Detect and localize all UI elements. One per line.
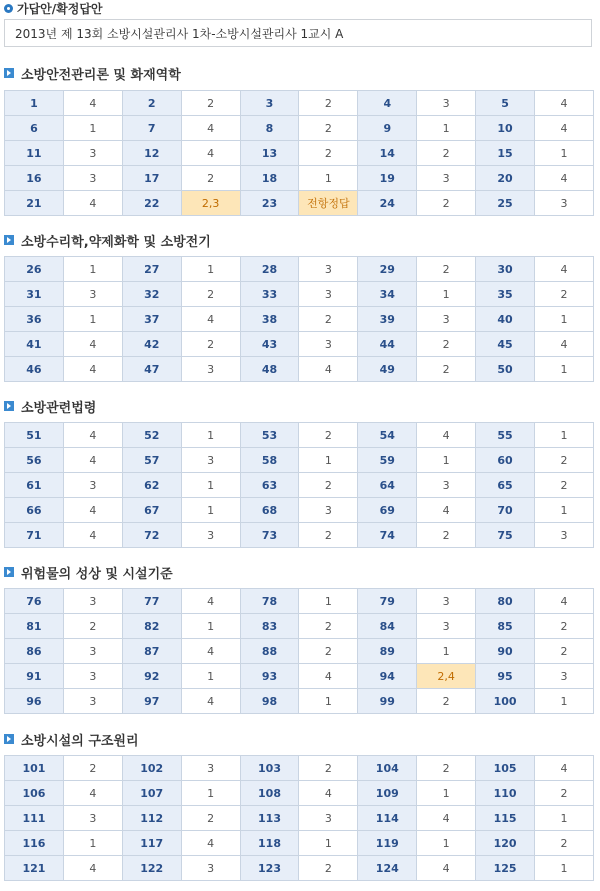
- answer-value-highlighted: 2,4: [417, 664, 476, 689]
- question-number: 104: [358, 756, 417, 781]
- question-number: 87: [122, 639, 181, 664]
- answer-value: 4: [535, 332, 594, 357]
- answer-value: 1: [181, 498, 240, 523]
- table-row: [5, 91, 594, 116]
- question-number: 18: [240, 166, 299, 191]
- answer-value: 3: [299, 332, 358, 357]
- answer-value: 1: [181, 257, 240, 282]
- question-number: 58: [240, 448, 299, 473]
- question-number: 124: [358, 856, 417, 881]
- answer-value: 1: [181, 781, 240, 806]
- question-number: 71: [5, 523, 64, 548]
- question-number: 99: [358, 689, 417, 714]
- question-number: 119: [358, 831, 417, 856]
- answer-value: 2: [299, 307, 358, 332]
- table-row: [5, 614, 594, 639]
- answer-value: 2: [535, 473, 594, 498]
- answer-value: 2: [63, 614, 122, 639]
- answer-value: 2: [417, 141, 476, 166]
- question-number: 90: [476, 639, 535, 664]
- table-row: [5, 332, 594, 357]
- question-number: 89: [358, 639, 417, 664]
- answer-value: 2: [181, 166, 240, 191]
- question-number: 61: [5, 473, 64, 498]
- question-number: 113: [240, 806, 299, 831]
- answer-value: 3: [63, 689, 122, 714]
- question-number: 40: [476, 307, 535, 332]
- answer-value: 2: [299, 141, 358, 166]
- table-row: [5, 806, 594, 831]
- answer-value: 2: [181, 806, 240, 831]
- section-arrow-icon: [4, 68, 14, 78]
- answer-value: 1: [299, 589, 358, 614]
- question-number: 77: [122, 589, 181, 614]
- answer-value: 3: [299, 282, 358, 307]
- question-number: 123: [240, 856, 299, 881]
- answer-value: 3: [63, 473, 122, 498]
- answer-value: 3: [417, 473, 476, 498]
- question-number: 120: [476, 831, 535, 856]
- question-number: 51: [5, 423, 64, 448]
- question-number: 49: [358, 357, 417, 382]
- answer-value: 4: [63, 357, 122, 382]
- question-number: 48: [240, 357, 299, 382]
- table-row: [5, 473, 594, 498]
- answer-value: 4: [63, 91, 122, 116]
- table-row: [5, 282, 594, 307]
- bullet-icon: [4, 4, 13, 13]
- answer-value: 2: [417, 257, 476, 282]
- question-number: 10: [476, 116, 535, 141]
- question-number: 110: [476, 781, 535, 806]
- question-number: 74: [358, 523, 417, 548]
- answer-value: 3: [181, 357, 240, 382]
- question-number: 43: [240, 332, 299, 357]
- question-number: 65: [476, 473, 535, 498]
- question-number: 112: [122, 806, 181, 831]
- question-number: 62: [122, 473, 181, 498]
- answer-value-highlighted: 2,3: [181, 191, 240, 216]
- question-number: 27: [122, 257, 181, 282]
- answer-value: 2: [535, 831, 594, 856]
- question-number: 100: [476, 689, 535, 714]
- answer-value: 4: [63, 781, 122, 806]
- answer-value: 4: [535, 756, 594, 781]
- question-number: 55: [476, 423, 535, 448]
- section-arrow-icon: [4, 401, 14, 411]
- answer-value: 3: [535, 191, 594, 216]
- question-number: 14: [358, 141, 417, 166]
- section-title-4: 소방시설의 구조원리: [4, 730, 139, 748]
- answer-value: 2: [181, 282, 240, 307]
- question-number: 5: [476, 91, 535, 116]
- question-number: 125: [476, 856, 535, 881]
- question-number: 64: [358, 473, 417, 498]
- section-arrow-icon: [4, 567, 14, 577]
- answer-value-highlighted: 전항정답: [299, 191, 358, 216]
- question-number: 102: [122, 756, 181, 781]
- answer-value: 2: [299, 856, 358, 881]
- answer-value: 4: [417, 806, 476, 831]
- answer-value: 3: [63, 639, 122, 664]
- question-number: 11: [5, 141, 64, 166]
- section-arrow-icon: [4, 235, 14, 245]
- question-number: 19: [358, 166, 417, 191]
- question-number: 25: [476, 191, 535, 216]
- answer-value: 3: [417, 166, 476, 191]
- answer-value: 3: [299, 806, 358, 831]
- question-number: 86: [5, 639, 64, 664]
- table-row: [5, 423, 594, 448]
- answer-value: 1: [299, 831, 358, 856]
- question-number: 115: [476, 806, 535, 831]
- question-number: 83: [240, 614, 299, 639]
- question-number: 42: [122, 332, 181, 357]
- answer-value: 2: [417, 332, 476, 357]
- question-number: 1: [5, 91, 64, 116]
- question-number: 15: [476, 141, 535, 166]
- answer-value: 1: [417, 282, 476, 307]
- question-number: 26: [5, 257, 64, 282]
- answer-value: 1: [417, 639, 476, 664]
- question-number: 30: [476, 257, 535, 282]
- answer-value: 1: [299, 166, 358, 191]
- answer-value: 3: [181, 756, 240, 781]
- question-number: 75: [476, 523, 535, 548]
- answer-value: 2: [299, 523, 358, 548]
- answer-value: 2: [181, 91, 240, 116]
- answer-value: 4: [181, 307, 240, 332]
- answer-value: 4: [417, 423, 476, 448]
- answer-value: 4: [181, 831, 240, 856]
- question-number: 96: [5, 689, 64, 714]
- question-number: 122: [122, 856, 181, 881]
- answer-value: 3: [417, 614, 476, 639]
- answer-table-3: [4, 588, 594, 714]
- question-number: 54: [358, 423, 417, 448]
- answer-value: 3: [181, 856, 240, 881]
- answer-value: 4: [181, 116, 240, 141]
- question-number: 73: [240, 523, 299, 548]
- question-number: 93: [240, 664, 299, 689]
- table-row: [5, 523, 594, 548]
- answer-value: 2: [417, 689, 476, 714]
- question-number: 20: [476, 166, 535, 191]
- answer-table-1: [4, 256, 594, 382]
- question-number: 50: [476, 357, 535, 382]
- answer-value: 1: [63, 831, 122, 856]
- table-row: [5, 141, 594, 166]
- question-number: 88: [240, 639, 299, 664]
- question-number: 4: [358, 91, 417, 116]
- answer-value: 2: [299, 473, 358, 498]
- answer-value: 4: [63, 332, 122, 357]
- answer-value: 2: [417, 523, 476, 548]
- question-number: 94: [358, 664, 417, 689]
- answer-value: 2: [535, 639, 594, 664]
- answer-value: 1: [181, 614, 240, 639]
- answer-value: 2: [535, 282, 594, 307]
- answer-value: 1: [63, 116, 122, 141]
- answer-value: 3: [417, 589, 476, 614]
- question-number: 57: [122, 448, 181, 473]
- question-number: 85: [476, 614, 535, 639]
- question-number: 117: [122, 831, 181, 856]
- table-row: [5, 589, 594, 614]
- answer-value: 3: [63, 282, 122, 307]
- question-number: 109: [358, 781, 417, 806]
- question-number: 121: [5, 856, 64, 881]
- table-row: [5, 756, 594, 781]
- question-number: 32: [122, 282, 181, 307]
- question-number: 41: [5, 332, 64, 357]
- answer-value: 4: [299, 781, 358, 806]
- answer-table-0: [4, 90, 594, 216]
- question-number: 2: [122, 91, 181, 116]
- answer-value: 1: [417, 831, 476, 856]
- question-number: 101: [5, 756, 64, 781]
- question-number: 24: [358, 191, 417, 216]
- answer-value: 1: [535, 856, 594, 881]
- answer-value: 3: [63, 166, 122, 191]
- question-number: 22: [122, 191, 181, 216]
- question-number: 60: [476, 448, 535, 473]
- question-number: 35: [476, 282, 535, 307]
- question-number: 103: [240, 756, 299, 781]
- question-number: 6: [5, 116, 64, 141]
- question-number: 12: [122, 141, 181, 166]
- answer-value: 1: [535, 357, 594, 382]
- answer-value: 2: [299, 614, 358, 639]
- answer-value: 3: [63, 589, 122, 614]
- answer-value: 3: [63, 141, 122, 166]
- answer-value: 2: [299, 756, 358, 781]
- question-number: 52: [122, 423, 181, 448]
- table-row: [5, 639, 594, 664]
- question-number: 21: [5, 191, 64, 216]
- question-number: 80: [476, 589, 535, 614]
- answer-value: 4: [535, 116, 594, 141]
- answer-value: 4: [181, 589, 240, 614]
- question-number: 17: [122, 166, 181, 191]
- question-number: 44: [358, 332, 417, 357]
- answer-value: 4: [299, 357, 358, 382]
- answer-value: 1: [535, 498, 594, 523]
- question-number: 114: [358, 806, 417, 831]
- question-number: 76: [5, 589, 64, 614]
- answer-value: 2: [181, 332, 240, 357]
- answer-value: 1: [535, 307, 594, 332]
- answer-value: 3: [417, 307, 476, 332]
- question-number: 3: [240, 91, 299, 116]
- answer-value: 3: [63, 806, 122, 831]
- answer-value: 1: [63, 307, 122, 332]
- answer-header: [4, 0, 103, 16]
- answer-value: 1: [417, 781, 476, 806]
- section-title-0: 소방안전관리론 및 화재역학: [4, 64, 181, 82]
- question-number: 59: [358, 448, 417, 473]
- question-number: 69: [358, 498, 417, 523]
- answer-value: 2: [417, 756, 476, 781]
- answer-value: 3: [535, 664, 594, 689]
- answer-value: 3: [299, 498, 358, 523]
- question-number: 47: [122, 357, 181, 382]
- table-row: [5, 781, 594, 806]
- exam-title-box: [4, 19, 592, 47]
- answer-value: 2: [299, 91, 358, 116]
- answer-value: 2: [299, 423, 358, 448]
- answer-value: 4: [181, 141, 240, 166]
- table-row: [5, 191, 594, 216]
- question-number: 91: [5, 664, 64, 689]
- table-row: [5, 856, 594, 881]
- answer-value: 4: [181, 689, 240, 714]
- question-number: 53: [240, 423, 299, 448]
- question-number: 38: [240, 307, 299, 332]
- answer-value: 4: [63, 523, 122, 548]
- question-number: 78: [240, 589, 299, 614]
- answer-value: 1: [63, 257, 122, 282]
- question-number: 63: [240, 473, 299, 498]
- section-title-1: 소방수리학,약제화학 및 소방전기: [4, 231, 211, 249]
- table-row: [5, 498, 594, 523]
- table-row: [5, 257, 594, 282]
- answer-value: 3: [181, 448, 240, 473]
- question-number: 118: [240, 831, 299, 856]
- answer-value: 4: [535, 91, 594, 116]
- answer-value: 4: [63, 448, 122, 473]
- table-row: [5, 116, 594, 141]
- question-number: 7: [122, 116, 181, 141]
- question-number: 33: [240, 282, 299, 307]
- question-number: 116: [5, 831, 64, 856]
- section-arrow-icon: [4, 734, 14, 744]
- answer-value: 1: [535, 806, 594, 831]
- answer-value: 4: [63, 856, 122, 881]
- question-number: 105: [476, 756, 535, 781]
- section-title-2: 소방관련법령: [4, 397, 96, 415]
- answer-value: 4: [417, 498, 476, 523]
- question-number: 108: [240, 781, 299, 806]
- question-number: 95: [476, 664, 535, 689]
- answer-value: 2: [299, 639, 358, 664]
- answer-value: 2: [299, 116, 358, 141]
- answer-value: 2: [535, 448, 594, 473]
- answer-value: 1: [417, 116, 476, 141]
- question-number: 106: [5, 781, 64, 806]
- question-number: 72: [122, 523, 181, 548]
- answer-value: 2: [63, 756, 122, 781]
- answer-value: 1: [417, 448, 476, 473]
- question-number: 66: [5, 498, 64, 523]
- question-number: 39: [358, 307, 417, 332]
- answer-value: 1: [181, 423, 240, 448]
- answer-table-2: [4, 422, 594, 548]
- answer-header-label: 가답안/확정답안: [17, 1, 103, 16]
- answer-value: 3: [63, 664, 122, 689]
- answer-value: 3: [299, 257, 358, 282]
- answer-value: 1: [299, 689, 358, 714]
- question-number: 82: [122, 614, 181, 639]
- answer-value: 4: [535, 257, 594, 282]
- answer-table-4: [4, 755, 594, 881]
- question-number: 56: [5, 448, 64, 473]
- answer-value: 1: [535, 423, 594, 448]
- table-row: [5, 357, 594, 382]
- question-number: 29: [358, 257, 417, 282]
- answer-value: 1: [299, 448, 358, 473]
- answer-value: 2: [535, 614, 594, 639]
- answer-value: 3: [181, 523, 240, 548]
- question-number: 79: [358, 589, 417, 614]
- exam-title: 2013년 제 13회 소방시설관리사 1차-소방시설관리사 1교시 A: [15, 26, 344, 41]
- table-row: [5, 831, 594, 856]
- question-number: 111: [5, 806, 64, 831]
- answer-value: 4: [63, 423, 122, 448]
- question-number: 37: [122, 307, 181, 332]
- question-number: 13: [240, 141, 299, 166]
- answer-value: 4: [63, 498, 122, 523]
- question-number: 34: [358, 282, 417, 307]
- table-row: [5, 307, 594, 332]
- question-number: 8: [240, 116, 299, 141]
- question-number: 36: [5, 307, 64, 332]
- answer-value: 2: [535, 781, 594, 806]
- section-title-3: 위험물의 성상 및 시설기준: [4, 563, 173, 581]
- question-number: 45: [476, 332, 535, 357]
- answer-value: 4: [417, 856, 476, 881]
- answer-value: 1: [181, 473, 240, 498]
- question-number: 31: [5, 282, 64, 307]
- question-number: 16: [5, 166, 64, 191]
- question-number: 28: [240, 257, 299, 282]
- question-number: 46: [5, 357, 64, 382]
- question-number: 9: [358, 116, 417, 141]
- question-number: 97: [122, 689, 181, 714]
- answer-value: 2: [417, 357, 476, 382]
- question-number: 81: [5, 614, 64, 639]
- answer-value: 4: [181, 639, 240, 664]
- question-number: 107: [122, 781, 181, 806]
- question-number: 84: [358, 614, 417, 639]
- question-number: 70: [476, 498, 535, 523]
- table-row: [5, 166, 594, 191]
- table-row: [5, 689, 594, 714]
- answer-value: 2: [417, 191, 476, 216]
- answer-value: 3: [535, 523, 594, 548]
- answer-value: 1: [535, 141, 594, 166]
- question-number: 68: [240, 498, 299, 523]
- table-row: [5, 448, 594, 473]
- question-number: 23: [240, 191, 299, 216]
- answer-value: 4: [535, 589, 594, 614]
- question-number: 67: [122, 498, 181, 523]
- answer-value: 3: [417, 91, 476, 116]
- question-number: 92: [122, 664, 181, 689]
- answer-value: 4: [535, 166, 594, 191]
- answer-value: 4: [63, 191, 122, 216]
- answer-value: 1: [535, 689, 594, 714]
- table-row: [5, 664, 594, 689]
- answer-value: 4: [299, 664, 358, 689]
- question-number: 98: [240, 689, 299, 714]
- answer-value: 1: [181, 664, 240, 689]
